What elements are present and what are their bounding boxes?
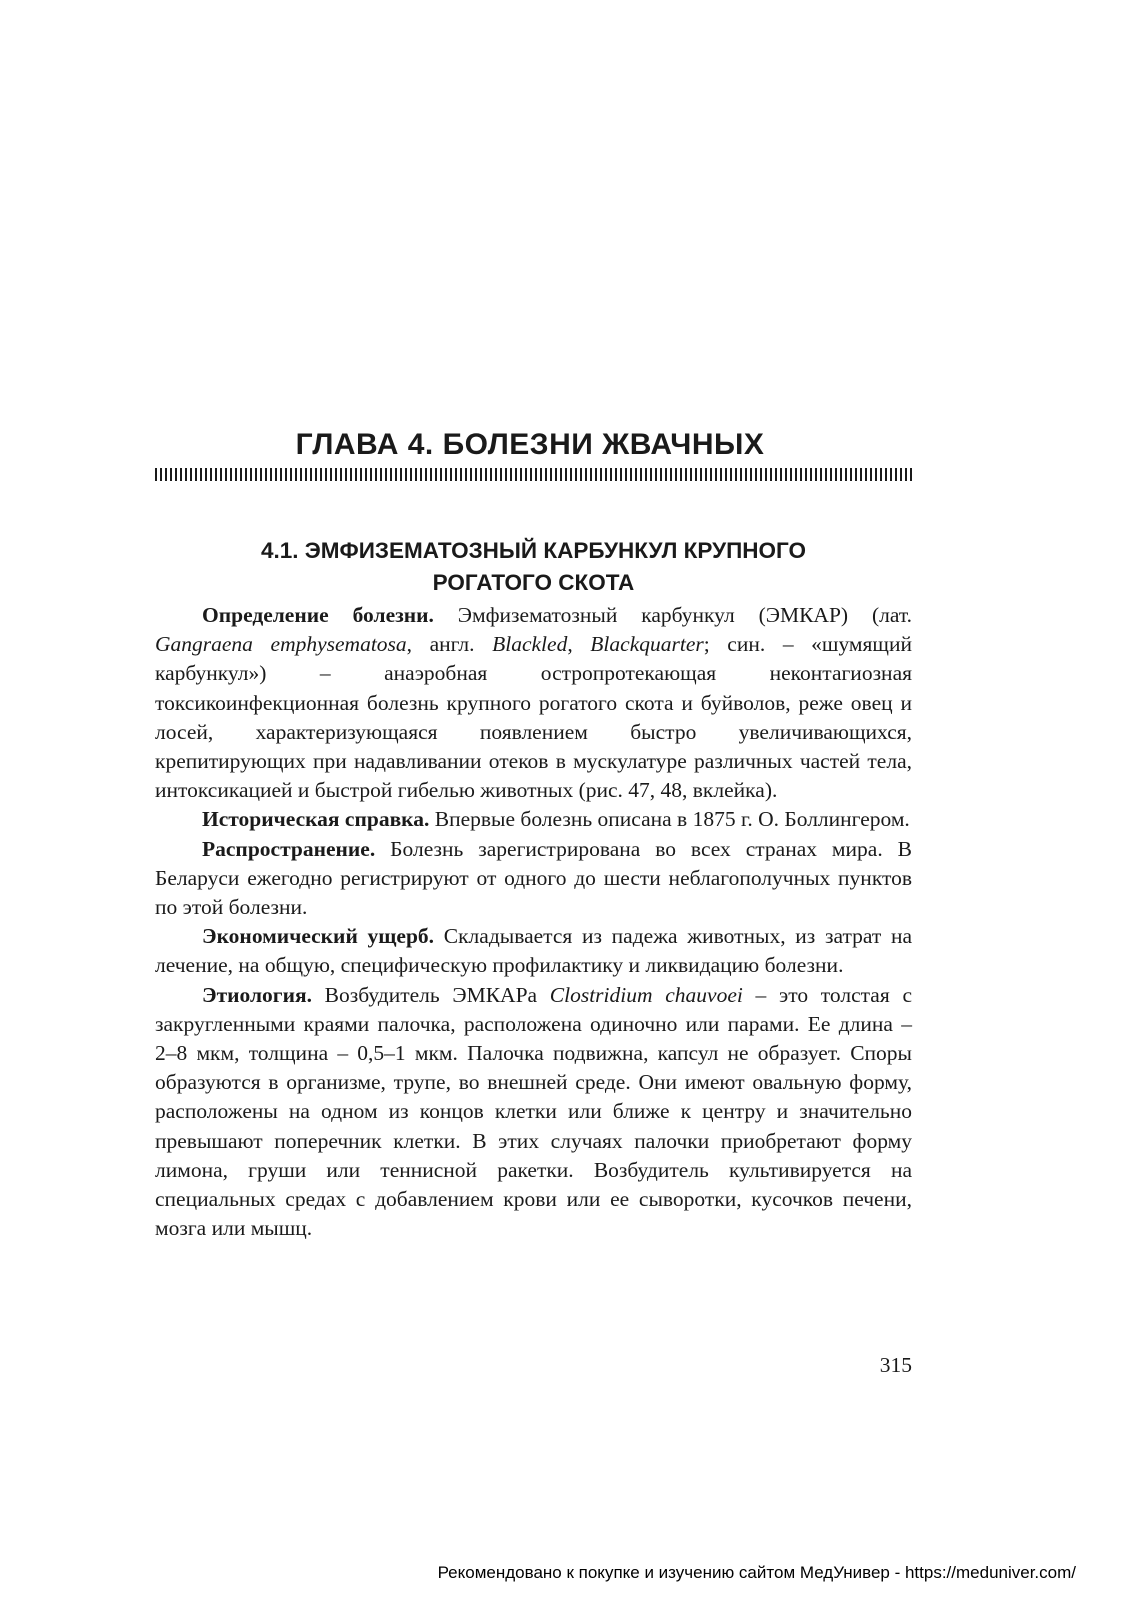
paragraph-text: ; син. – «шумящий карбункул») – анаэробная остропротекающая неконтагиозная токсикоинфекционная болезнь крупного рогатого скота и буйволов, реже овец и лосей, характеризующаяся появлением быстро увеличивающихся, крепитирующих при надавливании отеков в мускулатуре различных частей тела, интоксикацией и быстрой гибелью животных (рис. 47, 48, вклейка). [155, 632, 912, 803]
paragraph-heading: Определение болезни. [202, 603, 434, 627]
section-title [155, 535, 912, 599]
chapter-title: ГЛАВА 4. БОЛЕЗНИ ЖВАЧНЫХ [295, 428, 765, 461]
body-text [155, 601, 912, 1243]
paragraph-heading: Историческая справка. [202, 807, 430, 832]
paragraph-history [155, 805, 912, 834]
latin-term: Gangraena emphysematosa [155, 632, 407, 657]
paragraph-text: Болезнь зарегистрирована во всех странах мира. В Беларуси ежегодно регистрируют от одного до шести неблагополучных пунктов по этой болезни. [155, 836, 912, 920]
paragraph-heading: Распространение. [202, 836, 376, 861]
paragraph-distribution [155, 835, 912, 923]
hatched-divider [155, 468, 912, 481]
paragraph-text: Эмфизематозный карбункул (ЭМКАР) (лат. [433, 603, 912, 627]
latin-term: Clostridium chauvoei [549, 982, 743, 1007]
footer-recommendation: Рекомендовано к покупке и изучению сайтом МедУнивер - https://meduniver.com/ [437, 1563, 1076, 1582]
paragraph-etiology [155, 981, 912, 1244]
paragraph-economic-damage [155, 922, 912, 980]
english-term: Blackled [492, 632, 568, 657]
paragraph-heading: Экономический ущерб. [202, 924, 435, 949]
paragraph-text: , англ. [406, 632, 493, 657]
paragraph-text: – это толстая с закругленными краями палочка, расположена одиночно или парами. Ее длина – 2–8 мкм, толщина – 0,5–1 мкм. Палочка подвижна, капсул не образует. Споры образуются в организме, трупе, во внешней среде. Они имеют овальную форму, расположены на одном из концов клетки или ближе к центру и значительно превышают поперечник клетки. В этих случаях палочки приобретают форму лимона, груши или теннисной ракетки. Возбудитель культивируется на специальных средах с добавлением крови или ее сыворотки, кусочков печени, мозга или мышц. [155, 982, 912, 1241]
paragraph-definition [155, 601, 912, 805]
paragraph-text: , [567, 632, 591, 657]
page-number: 315 [879, 1353, 912, 1377]
paragraph-text: Складывается из падежа животных, из затрат на лечение, на общую, специфическую профилактику и ликвидацию болезни. [155, 924, 912, 978]
section-title-line-2: РОГАТОГО СКОТА [432, 570, 635, 595]
paragraph-heading: Этиология. [202, 982, 312, 1007]
english-term: Blackquarter [590, 632, 704, 657]
section-title-line-1: 4.1. ЭМФИЗЕМАТОЗНЫЙ КАРБУНКУЛ КРУПНОГО [261, 538, 806, 563]
paragraph-text: Впервые болезнь описана в 1875 г. О. Боллингером. [429, 807, 910, 832]
paragraph-text: Возбудитель ЭМКАРа [311, 982, 550, 1007]
